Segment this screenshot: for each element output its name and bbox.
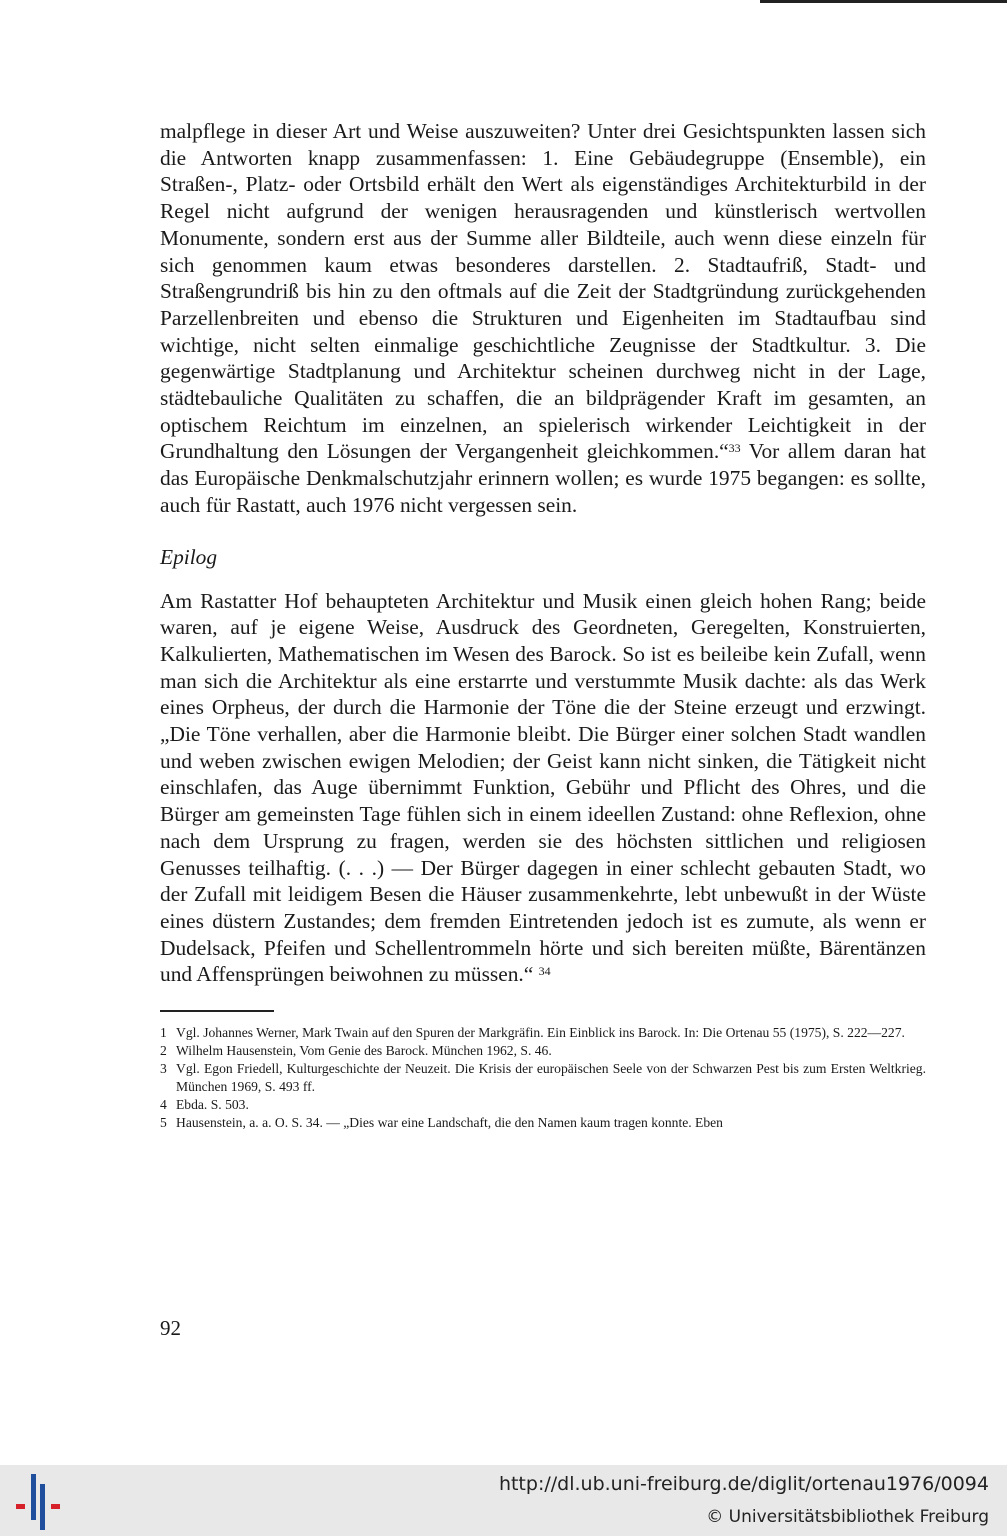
note-reference-33[interactable]: 33	[728, 441, 741, 456]
footnote-text: Vgl. Egon Friedell, Kulturgeschichte der Neuzeit. Die Krisis der europäischen Seele von der Schwarzen Pest bis zum Ersten Weltkrieg. München 1969, S. 493 ff.	[176, 1060, 926, 1094]
footnote-number: 1	[160, 1024, 167, 1040]
paragraph-1	[160, 118, 926, 519]
permalink-url[interactable]: http://dl.ub.uni-freiburg.de/diglit/ortenau1976/0094	[498, 1473, 989, 1495]
note-reference-34[interactable]: 34	[538, 964, 551, 979]
footnote-item	[160, 1024, 926, 1042]
copyright-notice: © Universitätsbibliothek Freiburg	[706, 1507, 989, 1527]
footnote-item	[160, 1096, 926, 1114]
footnote-text: Vgl. Johannes Werner, Mark Twain auf den Spuren der Markgräfin. Ein Einblick ins Barock. In: Die Ortenau 55 (1975), S. 222—227.	[176, 1024, 905, 1040]
footnote-text: Wilhelm Hausenstein, Vom Genie des Barock. München 1962, S. 46.	[176, 1042, 552, 1058]
viewer-footer-bar	[0, 1465, 1007, 1536]
page-number: 92	[160, 1316, 181, 1340]
footnote-text: Ebda. S. 503.	[176, 1096, 249, 1112]
footnote-item	[160, 1042, 926, 1060]
paragraph-1-text: malpflege in dieser Art und Weise auszuweiten? Unter drei Gesichtspunkten lassen sich die Antworten knapp zusammenfassen: 1. Eine Gebäudegruppe (Ensemble), ein Straßen-, Platz- oder Ortsbild erhält den Wert als eigenständiges Architekturbild in der Regel nicht aufgrund der wenigen herausragenden und künstlerisch wertvollen Monumente, sondern erst aus der Summe aller Bildteile, auch wenn diese einzeln für sich genommen kaum etwas besonderes darstellen. 2. Stadtaufriß, Stadt- und Straßengrundriß bis hin zu den oftmals auf die Zeit der Stadtgründung zurückgehenden Parzellenbreiten und ebenso die Strukturen und Eigenheiten im Stadtaufbau sind wichtige, nicht selten einmalige geschichtliche Zeugnisse der Stadtkultur. 3. Die gegenwärtige Stadtplanung und Architektur scheinen durchweg nicht in der Lage, städtebauliche Qualitäten zu schaffen, die an bildprägender Kraft im gesamten, an optischem Reichtum im einzelnen, an spielerisch wirkender Leichtigkeit in der Grundhaltung den Lösungen der Vergangenheit gleichkommen.“	[160, 119, 926, 464]
footnote-divider	[160, 1010, 274, 1012]
footnote-item	[160, 1060, 926, 1096]
section-heading-epilog: Epilog	[160, 544, 218, 569]
footnote-number: 5	[160, 1114, 167, 1130]
footnote-number: 2	[160, 1042, 167, 1058]
paragraph-2	[160, 588, 926, 989]
footnote-text: Hausenstein, a. a. O. S. 34. — „Dies war eine Landschaft, die den Namen kaum tragen konnte. Eben	[176, 1114, 723, 1130]
footnote-item	[160, 1114, 926, 1132]
paragraph-2-text: Am Rastatter Hof behaupteten Architektur und Musik einen gleich hohen Rang; beide waren, auf je eigene Weise, Ausdruck des Geordneten, Geregelten, Konstruierten, Kalkulierten, Mathematischen im Wesen des Barock. So ist es beileibe kein Zufall, wenn man sich die Architektur als eine erstarrte und verstummte Musik dachte: als das Werk eines Orpheus, der durch die Harmonie der Töne die der Steine erzeugt und erzwingt. „Die Töne verhallen, aber die Harmonie bleibt. Die Bürger einer solchen Stadt wandlen und weben zwischen ewigen Melodien; der Geist kann nicht sinken, die Tätigkeit nicht einschlafen, das Auge übernimmt Funktion, Gebühr und Pflicht des Ohres, und die Bürger am gemeinsten Tage fühlen sich in einem ideellen Zustand: ohne Reflexion, ohne nach dem Ursprung zu fragen, werden sie des höchsten sittlichen und religiosen Genusses teilhaftig. (. . .) — Der Bürger dagegen in einer schlecht gebauten Stadt, wo der Zufall mit leidigem Besen die Häuser zusammenkehrte, lebt unbewußt in der Wüste eines düstern Zustandes; dem fremden Eintretenden jedoch ist es zumute, als wenn er Dudelsack, Pfeifen und Schellentrommeln hörte und sich bereiten müßte, Bärentänzen und Affensprüngen beiwohnen zu müssen.“	[160, 588, 926, 987]
footnote-number: 4	[160, 1096, 167, 1112]
top-edge-rule	[760, 0, 1007, 3]
footnote-list	[160, 1024, 926, 1132]
page-content	[160, 118, 926, 1132]
footnote-number: 3	[160, 1060, 167, 1076]
ub-freiburg-logo-icon[interactable]	[12, 1474, 64, 1530]
paragraph-1-end-text: Vor allem daran hat das Europäische Denkmalschutzjahr erinnern wollen; es wurde 1975 begangen: es sollte, auch für Rastatt, auch 1976 nicht vergessen sein.	[160, 439, 926, 517]
